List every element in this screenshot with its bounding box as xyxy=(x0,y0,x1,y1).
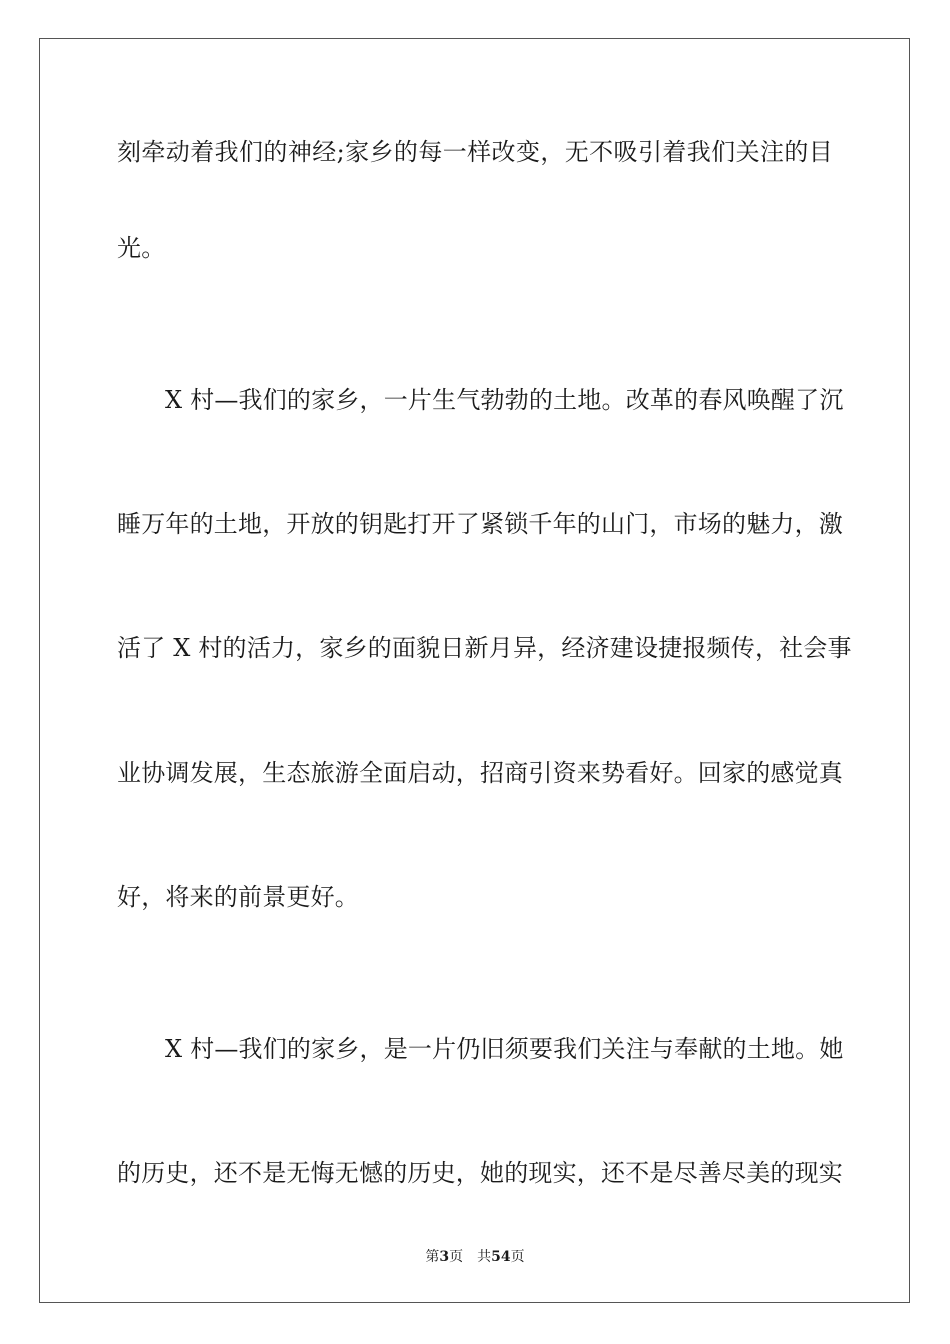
text-line-9: 的历史，还不是无悔无憾的历史，她的现实，还不是尽善尽美的现实 xyxy=(117,1159,843,1187)
text-line-2: 光。 xyxy=(117,234,166,262)
page-prefix: 第 xyxy=(425,1249,440,1265)
text-line-8: X 村—我们的家乡，是一片仍旧须要我们关注与奉献的土地。她 xyxy=(165,1035,844,1063)
total-suffix: 页 xyxy=(510,1249,525,1265)
total-prefix: 共 xyxy=(477,1249,492,1265)
text-line-1: 刻牵动着我们的神经;家乡的每一样改变，无不吸引着我们关注的目 xyxy=(117,138,833,166)
text-line-5: 活了 X 村的活力，家乡的面貌日新月异，经济建设捷报频传，社会事 xyxy=(117,634,852,662)
text-line-6: 业协调发展，生态旅游全面启动，招商引资来势看好。回家的感觉真 xyxy=(117,759,843,787)
total-pages: 54 xyxy=(491,1249,511,1265)
text-line-7: 好，将来的前景更好。 xyxy=(117,883,359,911)
page-border xyxy=(39,38,910,1303)
text-line-3: X 村—我们的家乡，一片生气勃勃的土地。改革的春风唤醒了沉 xyxy=(165,386,844,414)
text-line-4: 睡万年的土地，开放的钥匙打开了紧锁千年的山门，市场的魅力，激 xyxy=(117,510,843,538)
page-suffix: 页 xyxy=(449,1249,464,1265)
page-number: 3 xyxy=(439,1249,450,1265)
page-footer xyxy=(0,1248,950,1266)
